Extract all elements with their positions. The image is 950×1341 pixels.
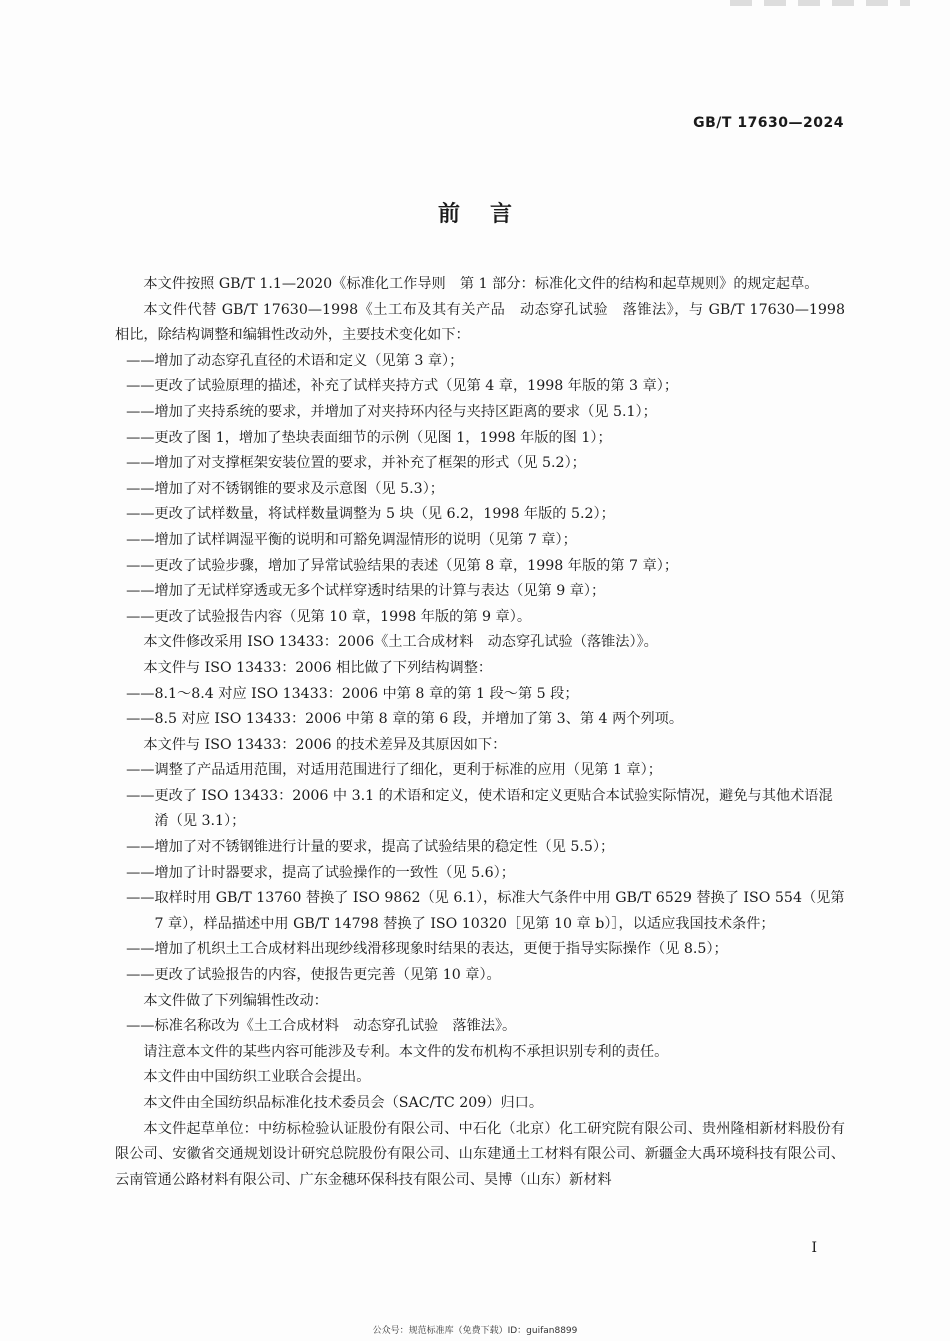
list-item: ——8.5 对应 ISO 13433：2006 中第 8 章的第 6 段，并增加了第 3、第 4 两个列项。 [126, 711, 684, 728]
paragraph: 本文件起草单位：中纺标检验认证股份有限公司、中石化（北京）化工研究院有限公司、贵州隆相新材料股份有限公司、安徽省交通规划设计研究总院股份有限公司、山东建通土工材料有限公司、新疆金大禹环境科技有限公司、云南管通公路材料有限公司、广东金穗环保科技有限公司、昊博（山东）新材料 [115, 1120, 845, 1188]
list-item: ——增加了对支撑框架安装位置的要求，并补充了框架的形式（见 5.2）； [126, 455, 586, 472]
paragraph: 本文件做了下列编辑性改动： [143, 992, 328, 1009]
scan-edge-mark [730, 0, 910, 6]
list-item: ——更改了试验原理的描述，补充了试样夹持方式（见第 4 章，1998 年版的第 3 章）； [126, 378, 679, 395]
list-item: ——8.1～8.4 对应 ISO 13433：2006 中第 8 章的第 1 段～第 5 段； [126, 685, 579, 702]
paragraph: 本文件与 ISO 13433：2006 相比做了下列结构调整： [143, 659, 493, 676]
list-item: ——增加了动态穿孔直径的术语和定义（见第 3 章）； [126, 352, 464, 369]
paragraph: 本文件由中国纺织工业联合会提出。 [143, 1069, 371, 1086]
list-item: ——更改了试验报告内容（见第 10 章，1998 年版的第 9 章）。 [126, 608, 532, 625]
list-item: ——标准名称改为《土工合成材料 动态穿孔试验 落锥法》。 [126, 1018, 517, 1035]
list-item: ——调整了产品适用范围，对适用范围进行了细化，更利于标准的应用（见第 1 章）； [126, 762, 662, 779]
list-item: ——增加了对不锈钢锥的要求及示意图（见 5.3）； [126, 480, 444, 497]
list-item: ——增加了夹持系统的要求，并增加了对夹持环内径与夹持区距离的要求（见 5.1）； [126, 403, 657, 420]
list-item: ——更改了试验步骤，增加了异常试验结果的表述（见第 8 章，1998 年版的第 7 章）； [126, 557, 679, 574]
paragraph: 本文件修改采用 ISO 13433：2006《土工合成材料 动态穿孔试验（落锥法）》。 [143, 634, 658, 651]
standard-code: GB/T 17630—2024 [693, 115, 844, 131]
paragraph: 本文件由全国纺织品标准化技术委员会（SAC/TC 209）归口。 [143, 1095, 544, 1111]
page-title: 前言 [437, 202, 542, 227]
foreword-body [115, 272, 845, 1193]
list-item: ——取样时用 GB/T 13760 替换了 ISO 9862（见 6.1），标准大气条件中用 GB/T 6529 替换了 ISO 554（见第 7 章），样品描述中用 GB/T 14798 替换了 ISO 10320［见第 10 章 b）］，以适应我国技术条件； [126, 890, 845, 932]
footer-watermark-text: 公众号：规范标准库（免费下载）ID：guifan8899 [372, 1326, 578, 1336]
paragraph: 本文件与 ISO 13433：2006 的技术差异及其原因如下： [143, 736, 507, 753]
list-item: ——增加了计时器要求，提高了试验操作的一致性（见 5.6）； [126, 864, 515, 881]
list-item: ——增加了无试样穿透或无多个试样穿透时结果的计算与表达（见第 9 章）； [126, 583, 606, 600]
list-item: ——更改了 ISO 13433：2006 中 3.1 的术语和定义，使术语和定义更贴合本试验实际情况，避免与其他术语混淆（见 3.1）； [126, 787, 833, 830]
list-item: ——更改了图 1，增加了垫块表面细节的示例（见图 1，1998 年版的图 1）； [126, 429, 612, 446]
list-item: ——增加了对不锈钢锥进行计量的要求，提高了试验结果的稳定性（见 5.5）； [126, 839, 615, 856]
paragraph: 本文件按照 GB/T 1.1—2020《标准化工作导则 第 1 部分：标准化文件的结构和起草规则》的规定起草。 [143, 276, 819, 292]
list-item: ——增加了机织土工合成材料出现纱线滑移现象时结果的表达，更便于指导实际操作（见 8.5）； [126, 941, 728, 958]
list-item: ——更改了试样数量，将试样数量调整为 5 块（见 6.2，1998 年版的 5.2）； [126, 506, 615, 523]
paragraph: 本文件代替 GB/T 17630—1998《土工布及其有关产品 动态穿孔试验 落锥法》，与 GB/T 17630—1998 相比，除结构调整和编辑性改动外，主要技术变化如下： [115, 301, 845, 344]
list-item: ——更改了试验报告的内容，使报告更完善（见第 10 章）。 [126, 967, 501, 984]
list-item: ——增加了试样调湿平衡的说明和可豁免调湿情形的说明（见第 7 章）； [126, 531, 577, 548]
page-number: I [811, 1240, 817, 1256]
paragraph: 请注意本文件的某些内容可能涉及专利。本文件的发布机构不承担识别专利的责任。 [143, 1043, 669, 1060]
